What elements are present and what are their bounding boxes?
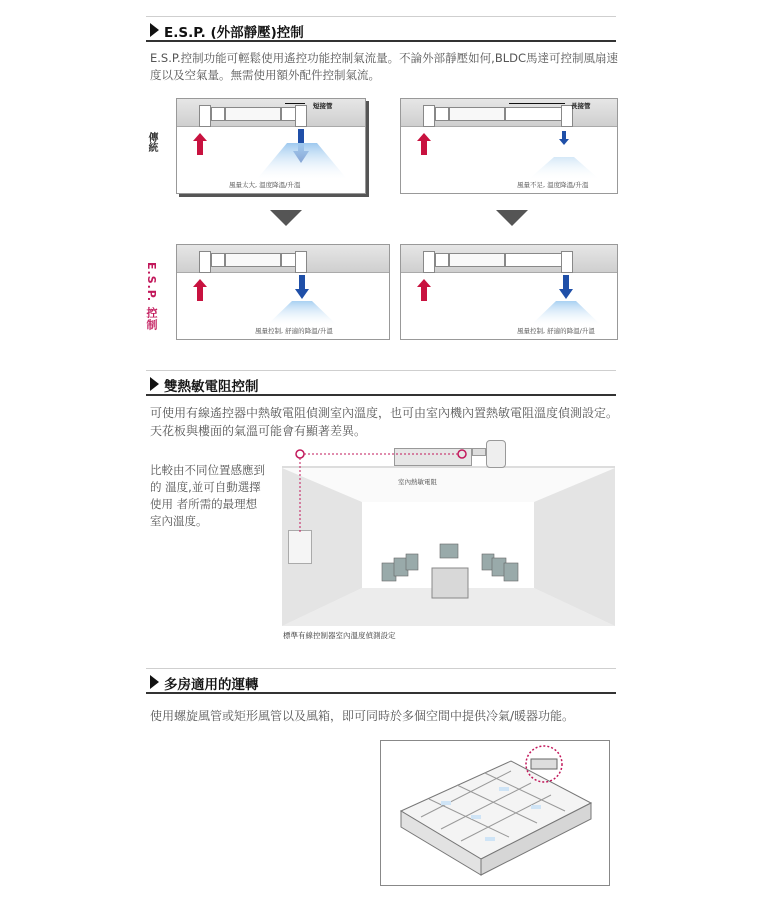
supply-air-down-arrow-icon (295, 275, 309, 299)
multiroom-floorplan (380, 740, 610, 886)
section-bullet-icon (150, 675, 159, 689)
indoor-sensor-label: 室內熱敏電阻 (398, 478, 437, 486)
return-air-up-arrow-icon (193, 133, 207, 155)
section-bullet-icon (150, 23, 159, 37)
diagram-traditional-short (176, 98, 366, 194)
panel-caption: 風量太大, 溫度降溫/升溫 (229, 181, 301, 189)
airflow-cone (529, 157, 599, 179)
indoor-unit (225, 253, 281, 267)
return-air-up-arrow-icon (193, 279, 207, 301)
thermistor-side-text: 比較由不同位置感應到的 溫度,並可自動選擇使用 者所需的最理想室內溫度。 (150, 463, 265, 528)
down-arrow-icon (270, 210, 302, 226)
multiroom-section-header (146, 668, 616, 694)
return-air-up-arrow-icon (417, 279, 431, 301)
row-label-traditional: 傳統 (146, 132, 157, 152)
esp-section-header (146, 16, 616, 42)
indoor-unit (449, 253, 505, 267)
panel-caption: 風量控制, 舒適的降溫/升溫 (255, 327, 333, 335)
supply-air-down-arrow-icon (559, 275, 573, 299)
return-air-up-arrow-icon (417, 133, 431, 155)
thermistor-description: 可使用有線遙控器中熱敏電阻偵測室內溫度，也可由室內機內置熱敏電阻溫度偵測設定。天花板與樓面的氣溫可能會有顯著差異。 (150, 406, 619, 438)
multiroom-description: 使用螺旋風管或矩形風管以及風箱，即可同時於多個空間中提供冷氣/暖器功能。 (150, 709, 575, 723)
sensor-link-lines (290, 446, 480, 546)
thermistor-section-header (146, 370, 616, 396)
airflow-cone (257, 143, 347, 179)
row-label-esp: E.S.P. 控制 (145, 262, 158, 331)
esp-heading: E.S.P. (外部靜壓)控制 (164, 25, 304, 41)
long-pipe-label: 長接管 (571, 102, 591, 110)
diagram-esp-long (400, 244, 618, 340)
airflow-cone (267, 301, 337, 325)
down-arrow-icon (496, 210, 528, 226)
panel-caption: 風量控制, 舒適的降溫/升溫 (517, 327, 595, 335)
indoor-unit (225, 107, 281, 121)
diagram-esp-short (176, 244, 390, 340)
panel-caption: 風量不足, 溫度降溫/升溫 (517, 181, 589, 189)
indoor-unit (449, 107, 505, 121)
airflow-cone (531, 301, 601, 325)
thermistor-heading: 雙熱敏電阻控制 (164, 379, 259, 395)
multiroom-heading: 多房適用的運轉 (164, 677, 259, 693)
section-bullet-icon (150, 377, 159, 391)
esp-description: E.S.P.控制功能可輕鬆使用遙控功能控制氣流量。不論外部靜壓如何,BLDC馬達可控制風扇速度以及空氣量。無需使用額外配件控制氣流。 (150, 51, 619, 82)
short-pipe-label: 短接管 (313, 102, 333, 110)
room-caption: 標準有線控制器室內溫度偵測設定 (283, 631, 396, 640)
diagram-traditional-long (400, 98, 618, 194)
supply-air-down-arrow-icon (559, 131, 569, 145)
